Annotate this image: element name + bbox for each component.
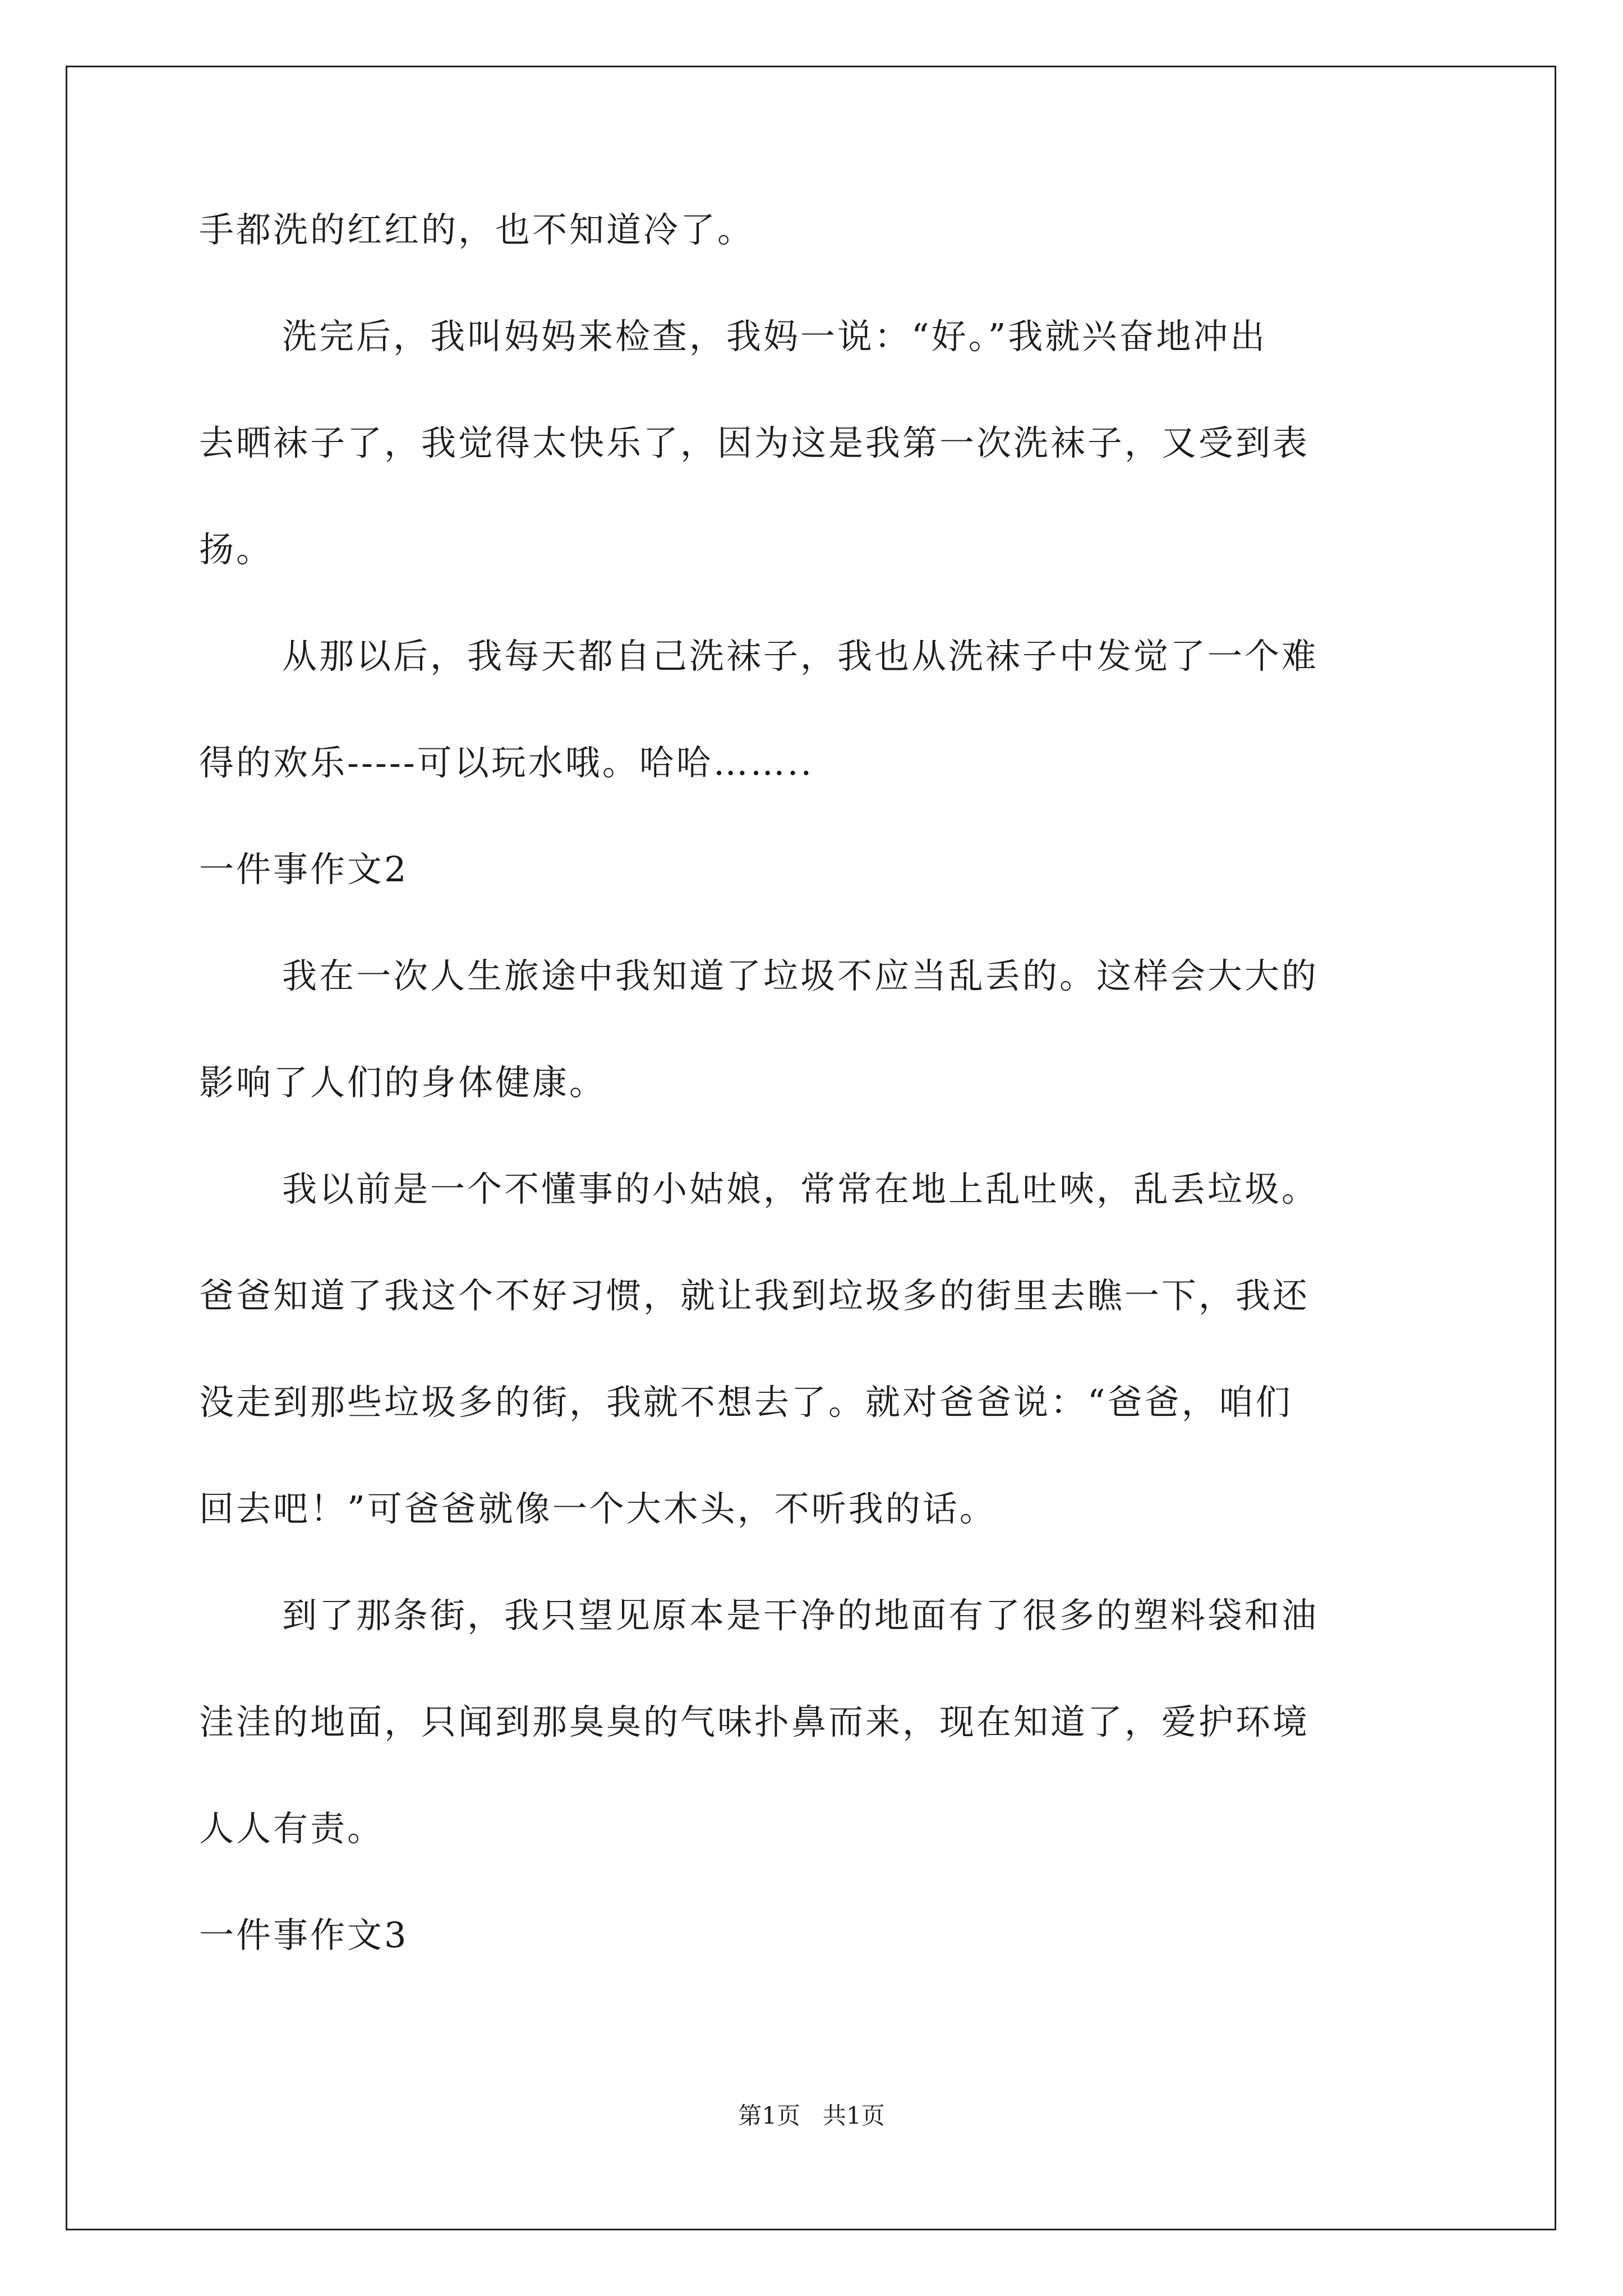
text-line: 爸爸知道了我这个不好习惯，就让我到垃圾多的街里去瞧一下，我还 (199, 1275, 1310, 1316)
section-heading: 一件事作文2 (199, 849, 409, 890)
page-footer: 第1页 共1页 (738, 2102, 885, 2129)
paragraph-start-line: 洗完后，我叫妈妈来检查，我妈一说：“好。”我就兴奋地冲出 (282, 316, 1267, 357)
page-border (66, 66, 1556, 2230)
text-line: 手都洗的红红的，也不知道冷了。 (199, 209, 755, 250)
paragraph-start-line: 我在一次人生旅途中我知道了垃圾不应当乱丢的。这样会大大的 (282, 955, 1319, 996)
section-heading: 一件事作文3 (199, 1915, 409, 1955)
paragraph-start-line: 到了那条街，我只望见原本是干净的地面有了很多的塑料袋和油 (282, 1595, 1319, 1636)
text-line: 扬。 (199, 529, 274, 570)
paragraph-start-line: 从那以后，我每天都自己洗袜子，我也从洗袜子中发觉了一个难 (282, 636, 1319, 677)
text-line: 得的欢乐-----可以玩水哦。哈哈…….. (199, 742, 814, 783)
text-line: 洼洼的地面，只闻到那臭臭的气味扑鼻而来，现在知道了，爱护环境 (199, 1701, 1310, 1742)
text-line: 人人有责。 (199, 1808, 385, 1849)
text-line: 没走到那些垃圾多的街，我就不想去了。就对爸爸说：“爸爸，咱们 (199, 1382, 1293, 1423)
paragraph-start-line: 我以前是一个不懂事的小姑娘，常常在地上乱吐唊，乱丢垃圾。 (282, 1168, 1319, 1209)
text-line: 去晒袜子了，我觉得太快乐了，因为这是我第一次洗袜子，又受到表 (199, 422, 1310, 463)
text-line: 回去吧！”可爸爸就像一个大木头，不听我的话。 (199, 1488, 997, 1529)
text-line: 影响了人们的身体健康。 (199, 1062, 607, 1103)
